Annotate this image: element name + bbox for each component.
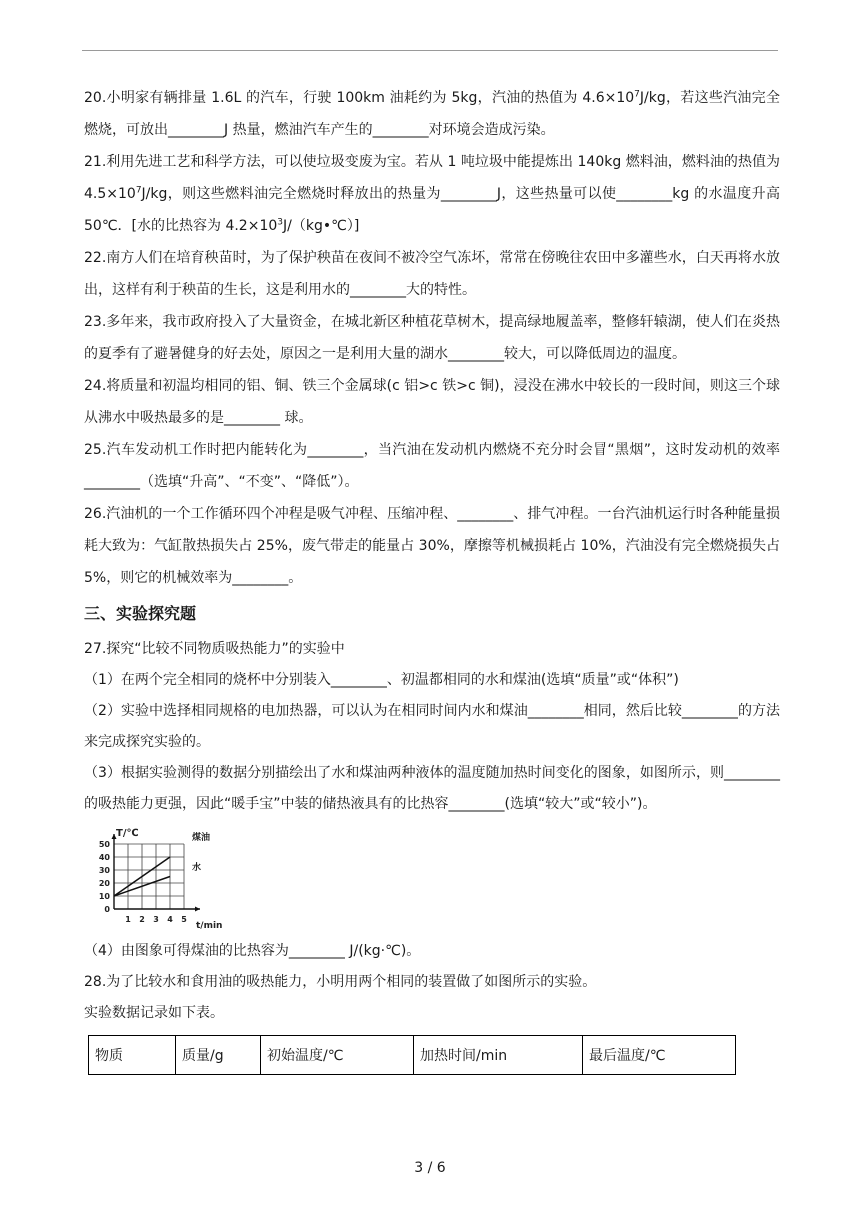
question-22: 22.南方人们在培育秧苗时，为了保护秧苗在夜间不被冷空气冻坏，常常在傍晚往农田中多灌些水，白天再将水放出，这样有利于秧苗的生长，这是利用水的________大的特性。 (84, 250, 780, 298)
question-26: 26.汽油机的一个工作循环四个冲程是吸气冲程、压缩冲程、________、排气冲程。一台汽油机运行时各种能量损耗大致为：气缸散热损失占 25%，废气带走的能量占 30%，摩擦等机械损耗占 10%，汽油没有完全燃烧损失占 5%，则它的机械效率为________。 (84, 506, 780, 586)
x-tick-label: 2 (139, 915, 145, 924)
temperature-time-graph (84, 824, 234, 936)
x-tick-label: 4 (167, 915, 173, 924)
chart-grid (114, 844, 184, 909)
y-axis-label: T/℃ (116, 828, 139, 839)
question-25: 25.汽车发动机工作时把内能转化为________，当汽油在发动机内燃烧不充分时会冒“黑烟”，这时发动机的效率 ________（选填“升高”、“不变”、“降低”）。 (84, 442, 794, 490)
header-rule (82, 50, 778, 51)
table-header-cell: 最后温度/℃ (583, 1036, 736, 1075)
question-27-part-4: （4）由图象可得煤油的比热容为________ J/(kg·℃)。 (84, 943, 421, 959)
table-header-cell: 加热时间/min (414, 1036, 583, 1075)
question-20: 20.小明家有辆排量 1.6L 的汽车，行驶 100km 油耗约为 5kg，汽油的热值为 $4.6\times 10^7J/kg$，若这些汽油完全燃烧，可放出________J 热量，燃油汽车产生的________对环境会造成污染。 (84, 89, 780, 138)
section-heading: 三、实验探究题 (84, 604, 197, 623)
table-header-row (89, 1036, 736, 1075)
y-tick-label: 30 (98, 866, 110, 875)
table-header-cell: 初始温度/℃ (261, 1036, 414, 1075)
y-tick-label: 0 (104, 905, 110, 914)
x-axis-label: t/min (196, 921, 223, 931)
y-tick-label: 50 (98, 840, 110, 849)
question-27-intro: 27.探究“比较不同物质吸热能力”的实验中 (84, 641, 345, 657)
question-27-part-3: （3）根据实验测得的数据分别描绘出了水和煤油两种液体的温度随加热时间变化的图象，如图所示，则________的吸热能力更强，因此“暖手宝”中装的储热液具有的比热容________(选填“较大”或“较小”)。 (84, 765, 780, 812)
question-27-part-2: （2）实验中选择相同规格的电加热器，可以认为在相同时间内水和煤油________相同，然后比较________的方法来完成探究实验的。 (84, 703, 780, 750)
data-table (88, 1035, 736, 1075)
x-tick-label: 3 (153, 915, 159, 924)
x-tick-label: 1 (125, 915, 131, 924)
question-23: 23.多年来，我市政府投入了大量资金，在城北新区种植花草树木，提高绿地履盖率，整修轩辕湖，使人们在炎热的夏季有了避暑健身的好去处，原因之一是利用大量的湖水________较大，可以降低周边的温度。 (84, 314, 780, 362)
table-header-cell: 物质 (89, 1036, 176, 1075)
page-number: 3 / 6 (414, 1160, 446, 1176)
y-tick-label: 10 (98, 892, 110, 901)
chart-ticks (99, 840, 187, 924)
x-axis-arrow (195, 907, 200, 912)
question-21: 21.利用先进工艺和科学方法，可以使垃圾变废为宝。若从 1 吨垃圾中能提炼出 140kg 燃料油，燃料油的热值为 $4.5\times 10^7J/kg$，则这些燃料油完全燃烧时释放出的热量为________J，这些热量可以使________kg 的水温度升高 50℃．[水的比热容为 $4.2\times 10^3J/(kg•℃)$] (84, 154, 780, 234)
y-tick-label: 40 (98, 853, 110, 862)
y-tick-label: 20 (98, 879, 110, 888)
question-24: 24.将质量和初温均相同的铝、铜、铁三个金属球(c 铝>c 铁>c 铜)，浸没在沸水中较长的一段时间，则这三个球从沸水中吸热最多的是________ 球。 (84, 378, 780, 426)
series-label-water: 水 (192, 863, 202, 873)
series-label-kerosene: 煤油 (192, 833, 211, 843)
table-caption: 实验数据记录如下表。 (84, 1005, 224, 1021)
question-27-part-1: （1）在两个完全相同的烧杯中分别装入________、初温都相同的水和煤油(选填“质量”或“体积”) (84, 672, 679, 688)
question-28-intro: 28.为了比较水和食用油的吸热能力，小明用两个相同的装置做了如图所示的实验。 (84, 974, 597, 990)
page-content (84, 82, 794, 1075)
x-tick-label: 5 (181, 915, 187, 924)
table-header-cell: 质量/g (176, 1036, 261, 1075)
